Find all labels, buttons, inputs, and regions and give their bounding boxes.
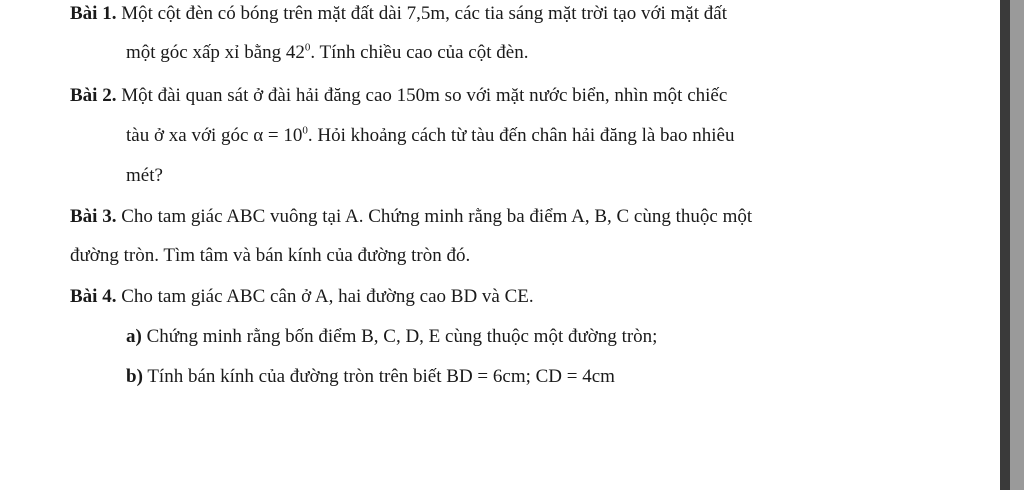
problem-1-line-1	[70, 2, 727, 26]
degree-superscript: 0	[304, 41, 311, 54]
problem-2-label: Bài 2.	[70, 85, 117, 106]
page-background-edge	[1010, 0, 1024, 490]
problem-2-text-2: tàu ở xa với góc α = 10	[126, 125, 303, 146]
problem-3-text: Cho tam giác ABC vuông tại A. Chứng minh rằng ba điểm A, B, C cùng thuộc một	[121, 206, 753, 227]
problem-3-line-1	[70, 205, 752, 229]
problem-1-text-3: . Tính chiều cao của cột đèn.	[310, 42, 529, 63]
part-a-text: Chứng minh rằng bốn điểm B, C, D, E cùng thuộc một đường tròn;	[146, 326, 658, 347]
problem-2-line-1	[70, 84, 727, 108]
problem-2-text-4: mét?	[126, 165, 163, 186]
problem-1-line-2	[126, 41, 528, 65]
problem-4-part-b	[126, 365, 615, 389]
problem-3-text-2: đường tròn. Tìm tâm và bán kính của đường tròn đó.	[70, 245, 471, 266]
problem-2-line-2	[126, 124, 734, 148]
problem-1-text: Một cột đèn có bóng trên mặt đất dài 7,5m, các tia sáng mặt trời tạo với mặt đất	[121, 3, 727, 24]
part-a-label: a)	[126, 326, 142, 347]
problem-3-label: Bài 3.	[70, 206, 117, 227]
problem-1-text-2: một góc xấp xỉ bằng 42	[126, 42, 305, 63]
problem-2-line-3	[126, 164, 163, 188]
part-b-text: Tính bán kính của đường tròn trên biết BD = 6cm; CD = 4cm	[147, 366, 615, 387]
problem-2-text: Một đài quan sát ở đài hải đăng cao 150m so với mặt nước biển, nhìn một chiếc	[121, 85, 728, 106]
problem-3-line-2	[70, 244, 470, 268]
problem-4-text: Cho tam giác ABC cân ở A, hai đường cao BD và CE.	[121, 286, 534, 307]
degree-superscript: 0	[302, 124, 308, 137]
problem-2-text-3: . Hỏi khoảng cách từ tàu đến chân hải đăng là bao nhiêu	[307, 125, 735, 146]
problem-1-label: Bài 1.	[70, 3, 117, 24]
problem-4-label: Bài 4.	[70, 286, 117, 307]
problem-4-part-a	[126, 325, 657, 349]
page-edge-shadow	[1000, 0, 1010, 490]
part-b-label: b)	[126, 366, 143, 387]
problem-4-line-1	[70, 285, 534, 309]
